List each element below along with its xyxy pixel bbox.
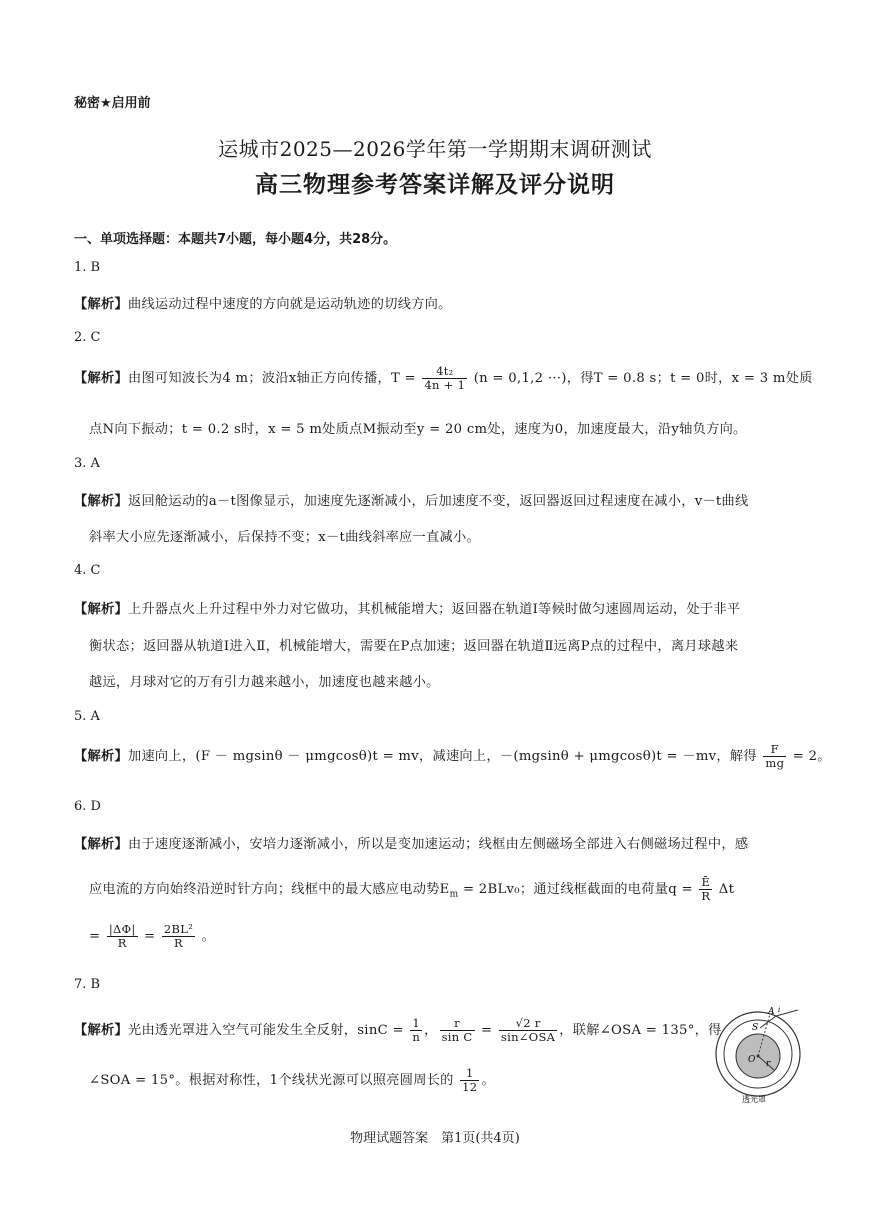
q2-explanation-line1: 【解析】由图可知波长为4 m；波沿x轴正方向传播，T = $\frac{\text{4t₂}}{4n + 1}$ (n = 0,1,2 ···)，得T = 0.8 s；t = 0时，x = 3 m处质 [74, 364, 813, 392]
q4-explanation-line2: 衡状态；返回器从轨道Ⅰ进入Ⅱ，机械能增大，需要在P点加速；返回器在轨道Ⅱ远离P点的过程中，离月球越来 [89, 639, 739, 654]
document-title: 高三物理参考答案详解及评分说明 [255, 172, 615, 198]
exam-title: 运城市2025—2026学年第一学期期末调研测试 [218, 137, 652, 161]
force-ratio-fraction: $\frac{F}{mg}$ [765, 742, 785, 770]
q6-explanation-line1: 【解析】由于速度逐渐减小，安培力逐渐减小，所以是变加速运动；线框由左侧磁场全部进入右侧磁场过程中，感 [74, 837, 749, 852]
label-S: S [752, 1023, 759, 1033]
q3-answer: 3. A [74, 456, 100, 471]
flux-fraction: $\frac{|\Delta\Phi|}{R}$ [108, 922, 136, 950]
circumference-fraction: $\frac{1}{12}$ [462, 1066, 478, 1094]
sine-law-fraction-left: $\frac{r}{\text{sin C}}$ [441, 1016, 473, 1044]
q2-explanation-line2: 点N向下振动；t = 0.2 s时，x = 5 m处质点M振动至y = 20 cm处，速度为0，加速度最大，沿y轴负方向。 [89, 422, 747, 437]
explanation-tag: 【解析】 [74, 494, 128, 509]
q4-explanation-line1: 【解析】上升器点火上升过程中外力对它做功，其机械能增大；返回器在轨道Ⅰ等候时做匀速圆周运动，处于非平 [74, 602, 741, 617]
light-cover-diagram [708, 1006, 808, 1104]
q4-explanation-line3: 越远，月球对它的万有引力越来越小，加速度也越来越小。 [89, 675, 440, 690]
diagram-caption: 透光罩 [742, 1095, 766, 1104]
period-fraction: $\frac{\text{4t₂}}{4n + 1}$ [424, 364, 466, 392]
explanation-tag: 【解析】 [74, 837, 128, 852]
q5-answer: 5. A [74, 709, 100, 724]
label-i: i [778, 1006, 781, 1014]
q7-explanation-line1: 【解析】光由透光罩进入空气可能发生全反射，sinC = $\frac{1}{n}$ ， $\frac{r}{\text{sin C}}$ = $\frac{√2 r}{\text{sin∠OSA}}$ ，联解∠OSA = 135°，得 [74, 1016, 722, 1044]
explanation-tag: 【解析】 [74, 1023, 128, 1038]
label-O: O [748, 1055, 756, 1065]
center-point [757, 1055, 760, 1058]
page-footer: 物理试题答案 第1页(共4页) [350, 1131, 520, 1146]
sine-law-fraction-right: $\frac{√2 r}{\text{sin∠OSA}}$ [500, 1016, 556, 1044]
q4-answer: 4. C [74, 563, 101, 578]
sinc-fraction: $\frac{1}{n}$ [412, 1016, 421, 1044]
q6-explanation-line2: 应电流的方向始终沿逆时针方向；线框中的最大感应电动势$E_m = 2BLv_0$；通过线框截面的电荷量q = $\frac{Ē}{R}$ Δt [89, 875, 735, 903]
q1-answer: 1. B [74, 260, 101, 275]
label-r: r [766, 1059, 771, 1069]
q1-explanation: 【解析】曲线运动过程中速度的方向就是运动轨迹的切线方向。 [74, 297, 452, 312]
explanation-tag: 【解析】 [74, 371, 128, 386]
explanation-tag: 【解析】 [74, 749, 128, 764]
q3-explanation-line1: 【解析】返回舱运动的a－t图像显示，加速度先逐渐减小，后加速度不变，返回器返回过程速度在减小，v－t曲线 [74, 494, 749, 509]
charge-fraction: $\frac{\text{2BL²}}{R}$ [163, 922, 194, 950]
section-heading: 一、单项选择题：本题共7小题，每小题4分，共28分。 [74, 232, 397, 247]
confidential-mark: 秘密★启用前 [74, 96, 151, 111]
emf-fraction: $\frac{Ē}{R}$ [701, 875, 711, 903]
q7-explanation-line2: ∠SOA = 15°。根据对称性，1个线状光源可以照亮圆周长的 $\frac{1}{12}$ 。 [89, 1066, 495, 1094]
explanation-tag: 【解析】 [74, 297, 128, 312]
q6-answer: 6. D [74, 799, 101, 814]
explanation-tag: 【解析】 [74, 602, 128, 617]
q2-answer: 2. C [74, 330, 101, 345]
label-A: A [768, 1007, 775, 1017]
q7-answer: 7. B [74, 977, 101, 992]
q5-explanation: 【解析】加速向上，(F － mgsinθ － μmgcosθ)t = mv，减速向上，－(mgsinθ + μmgcosθ)t = －mv，解得 $\frac{F}{mg}$ = 2。 [74, 742, 831, 770]
q6-explanation-line3: = $\frac{|\Delta\Phi|}{R}$ = $\frac{\text{2BL²}}{R}$ 。 [89, 922, 216, 950]
q3-explanation-line2: 斜率大小应先逐渐减小，后保持不变；x－t曲线斜率应一直减小。 [89, 530, 480, 545]
